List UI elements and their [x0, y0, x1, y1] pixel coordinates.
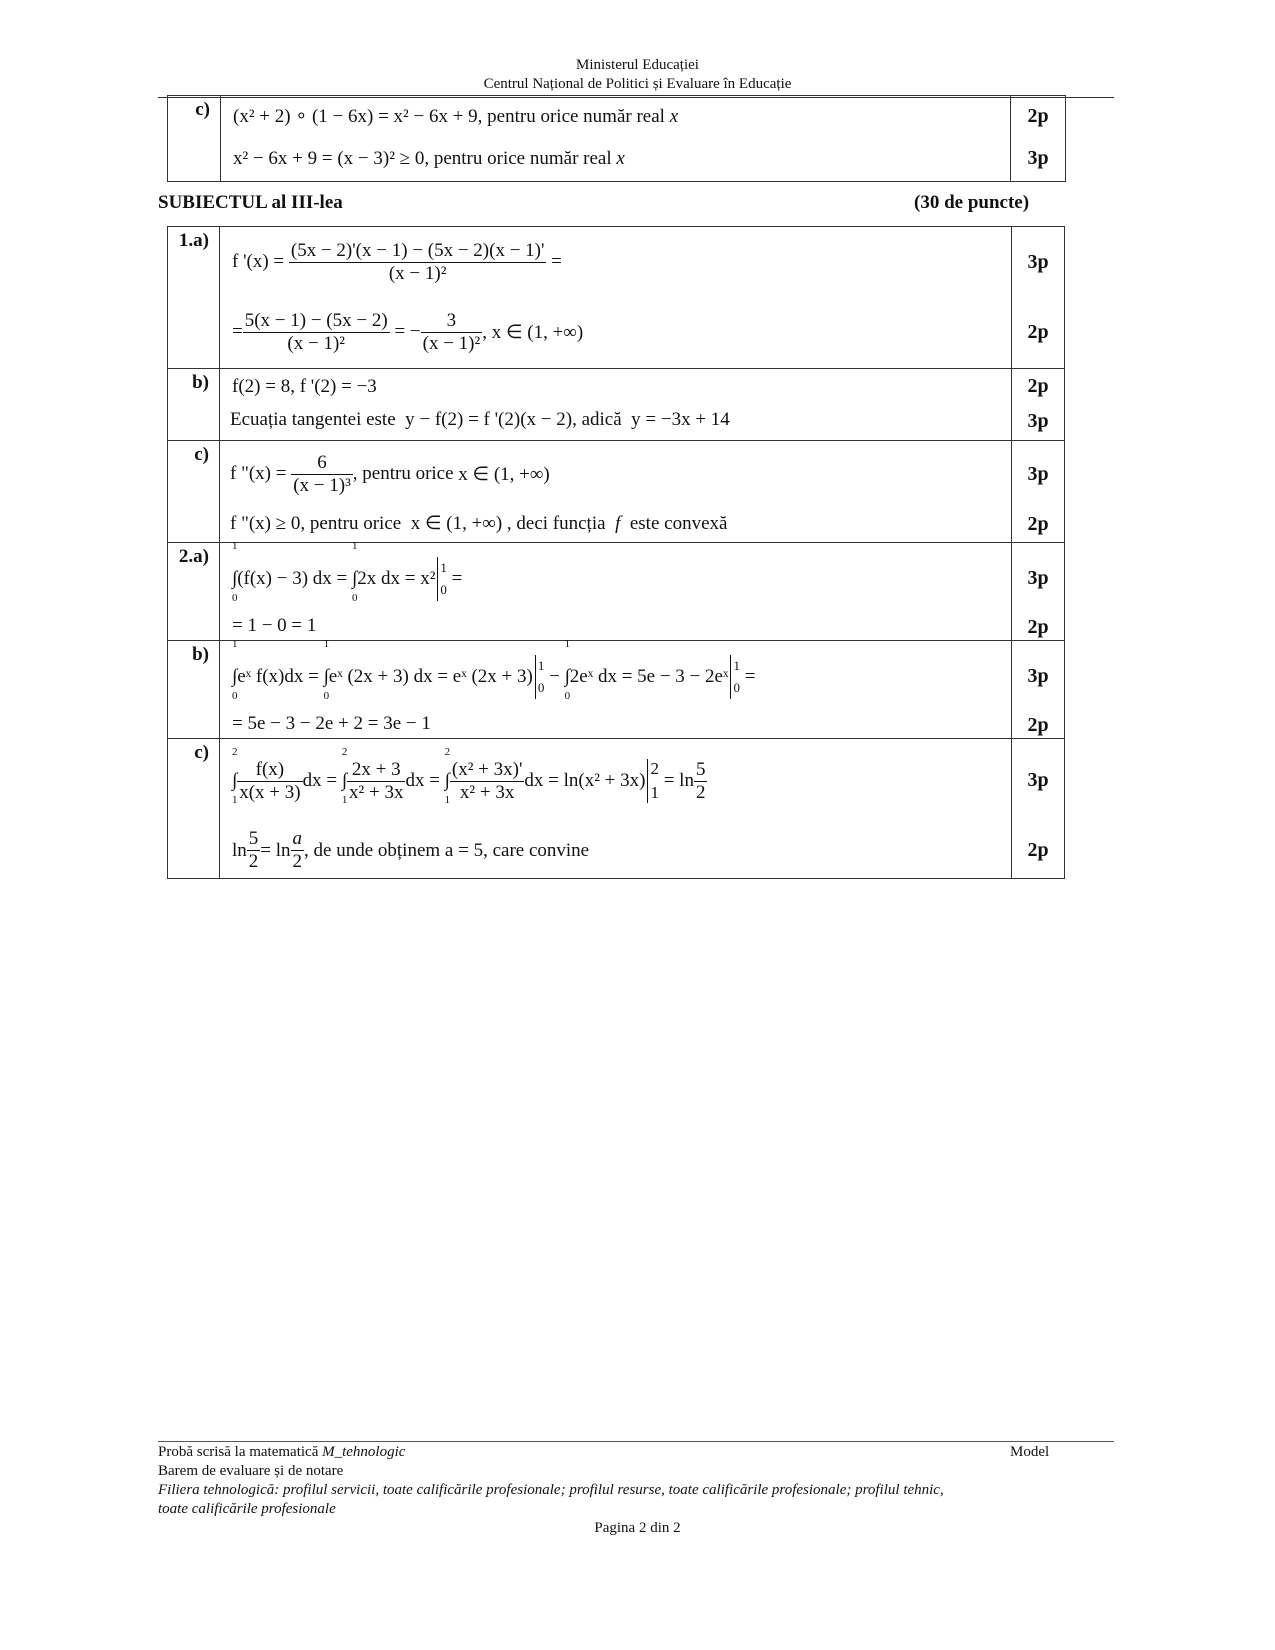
math-expr: = ln	[663, 770, 694, 791]
fraction	[237, 759, 302, 804]
points-cell	[1011, 96, 1066, 182]
answer-line	[220, 739, 1011, 823]
integral	[444, 746, 451, 806]
fraction-numerator: 5	[248, 828, 259, 849]
integral-lower: 0	[323, 690, 330, 702]
page-number: Pagina 2 din 2	[594, 1520, 681, 1536]
footer-filiera: Filiera tehnologică: profilul servicii, toate calificările profesionale; profilul resurse, toate calificările profesionale; profilul tehnic,	[158, 1482, 944, 1498]
integral-lower: 1	[444, 794, 451, 806]
eval-lower: 0	[733, 680, 740, 695]
evaluation-limits	[440, 557, 447, 601]
points-cell	[1012, 369, 1065, 441]
item-label: b)	[168, 641, 220, 739]
math-expr: ∫eˣ (2x + 3) dx = eˣ (2x + 3)	[323, 666, 533, 687]
math-expr: =	[232, 321, 243, 342]
integral-upper: 1	[232, 638, 238, 650]
answer-cell	[220, 739, 1012, 879]
integral-lower: 0	[352, 592, 358, 604]
math-expr: =	[551, 251, 562, 272]
answer-text: , adică	[572, 409, 622, 430]
section-title: SUBIECTUL al III-lea	[158, 192, 343, 213]
answer-line	[220, 441, 1011, 507]
answer-line	[221, 139, 1010, 181]
footer-exam-title	[158, 1444, 405, 1461]
answer-text: , care convine	[483, 839, 590, 861]
math-expr: −	[549, 666, 560, 687]
integral-sign: ∫	[232, 770, 238, 791]
math-expr: x ∈ (1, +∞)	[458, 463, 550, 485]
points-value: 2p	[1027, 513, 1049, 535]
fraction-denominator: x(x + 3)	[239, 781, 301, 803]
item-row-2c	[168, 739, 1065, 879]
points-cell	[1012, 227, 1065, 369]
fraction-numerator: 5(x − 1) − (5x − 2)	[244, 309, 388, 331]
integral	[564, 638, 729, 702]
footer-barem: Barem de evaluare și de notare	[158, 1463, 344, 1479]
answer-line	[221, 96, 1010, 139]
points-cell	[1012, 739, 1065, 879]
fraction	[291, 452, 353, 497]
math-expr: =	[451, 568, 463, 589]
footer-divider	[158, 1441, 1114, 1442]
item-row-1a	[168, 227, 1065, 369]
eval-lower: 1	[650, 783, 659, 802]
integral-upper: 2	[341, 746, 348, 758]
footer-filiera-cont: toate calificările profesionale	[158, 1501, 336, 1517]
answer-line	[220, 404, 1011, 440]
math-expr: = −	[394, 321, 421, 342]
answer-line	[220, 823, 1011, 878]
eval-upper: 1	[440, 560, 447, 575]
fraction-numerator: f(x)	[237, 759, 302, 782]
fraction-numerator: 3	[421, 310, 483, 333]
points-value: 3p	[1027, 410, 1049, 432]
math-var: x	[669, 106, 679, 127]
integral-upper: 1	[323, 638, 330, 650]
fraction-numerator: a	[292, 828, 303, 849]
fraction	[347, 759, 405, 804]
math-expr: x² − 6x + 9 = (x − 3)² ≥ 0	[233, 148, 425, 169]
points-value: 3p	[1027, 665, 1049, 687]
item-row-1c	[168, 441, 1065, 543]
fraction	[247, 828, 261, 873]
item-label: 1.a)	[168, 227, 220, 369]
math-expr: dx =	[405, 770, 440, 791]
math-expr: x ∈ (1, +∞)	[410, 513, 503, 534]
fraction	[450, 759, 525, 804]
answer-cell	[220, 540, 1012, 641]
fraction-denominator: (x − 1)²	[287, 332, 345, 354]
integral	[232, 638, 319, 702]
item-label: c)	[168, 96, 221, 182]
item-label: b)	[168, 369, 220, 441]
integral-upper: 1	[352, 540, 358, 552]
eval-upper: 2	[650, 759, 659, 778]
item-row-2a	[168, 543, 1065, 641]
fraction-numerator: 2x + 3	[347, 759, 405, 782]
header-center: Centrul Național de Politici și Evaluare în Educație	[483, 76, 792, 92]
math-expr: ∫2x dx = x²	[352, 568, 436, 589]
answer-text: , pentru orice	[300, 513, 402, 534]
points-value: 2p	[1027, 616, 1049, 638]
eval-upper: 1	[733, 658, 740, 673]
item-row-1b	[168, 369, 1065, 441]
math-expr: = 1 − 0 = 1	[232, 615, 317, 636]
evaluation-bar	[730, 655, 731, 699]
fraction-denominator: (x − 1)²	[388, 262, 447, 284]
answer-text: , pentru orice număr real	[424, 148, 612, 169]
answer-text: este convexă	[629, 513, 728, 534]
fraction-denominator: (x − 1)²	[422, 332, 481, 354]
fraction-denominator: 2	[292, 851, 303, 872]
answer-cell	[221, 96, 1011, 182]
fraction	[289, 240, 547, 285]
points-cell	[1012, 441, 1065, 543]
top-table	[167, 95, 1066, 182]
integral-lower: 0	[232, 690, 238, 702]
integral	[323, 638, 533, 702]
fraction	[243, 310, 390, 355]
answer-line	[220, 369, 1011, 404]
answer-line	[220, 227, 1011, 297]
integral	[232, 540, 348, 604]
math-expr: f "(x) ≥ 0	[230, 513, 301, 534]
answer-cell	[220, 441, 1012, 543]
fraction-denominator: (x − 1)³	[293, 474, 351, 496]
math-expr: ∫(f(x) − 3) dx =	[232, 568, 348, 589]
integral-sign: ∫	[341, 770, 348, 791]
answer-text: , pentru orice	[352, 463, 454, 484]
footer-subject: M_tehnologic	[322, 1444, 406, 1460]
math-expr: y − f(2) = f '(2)(x − 2)	[405, 409, 573, 430]
evaluation-bar	[437, 557, 438, 601]
eval-lower: 0	[537, 680, 545, 695]
math-expr: dx = ln(x² + 3x)	[524, 770, 646, 791]
answer-line	[220, 507, 1011, 542]
fraction	[291, 828, 305, 873]
answer-cell	[220, 369, 1012, 441]
answer-text: , deci funcția	[506, 513, 606, 534]
math-var: f	[615, 513, 621, 534]
fraction-numerator: 6	[291, 452, 353, 475]
integral-lower: 1	[232, 794, 238, 806]
footer-text: Probă scrisă la matematică	[158, 1444, 319, 1460]
points-value: 2p	[1027, 321, 1049, 343]
item-label: 2.a)	[168, 543, 220, 641]
evaluation-limits	[538, 655, 545, 699]
math-expr: f '(x) =	[232, 251, 285, 272]
integral	[232, 746, 238, 806]
integral-lower: 0	[564, 690, 571, 702]
evaluation-bar	[647, 759, 648, 803]
math-expr: =	[744, 666, 756, 687]
integral-lower: 1	[341, 794, 348, 806]
points-value: 3p	[1027, 251, 1049, 273]
answer-line	[220, 615, 1011, 640]
math-expr: = 5e − 3 − 2e + 2 = 3e − 1	[232, 713, 431, 734]
answer-text: , de unde obținem	[304, 839, 441, 861]
fraction-denominator: x² + 3x	[459, 781, 515, 803]
points-value: 2p	[1027, 375, 1049, 397]
points-cell	[1012, 641, 1065, 739]
eval-lower: 0	[440, 582, 447, 597]
integral-upper: 2	[232, 746, 238, 758]
answer-line	[220, 540, 1011, 615]
points-value: 2p	[1027, 105, 1049, 127]
integral-lower: 0	[232, 592, 238, 604]
math-expr: , x ∈ (1, +∞)	[482, 321, 584, 343]
math-expr: f "(x) =	[230, 463, 287, 484]
math-expr: = ln	[260, 839, 291, 861]
integral-sign: ∫	[444, 770, 450, 791]
answer-text: , pentru orice număr real	[477, 106, 665, 127]
math-expr: (x² + 2) ∘ (1 − 6x) = x² − 6x + 9	[233, 106, 478, 127]
integral-upper: 1	[232, 540, 238, 552]
subject-iii-table	[167, 226, 1065, 879]
points-cell	[1012, 543, 1065, 641]
evaluation-limits	[733, 655, 740, 699]
footer-model: Model	[1010, 1444, 1050, 1460]
integral	[352, 540, 436, 604]
answer-cell	[220, 227, 1012, 369]
fraction-numerator: (x² + 3x)'	[451, 758, 523, 780]
evaluation-bar	[535, 655, 536, 699]
fraction	[421, 310, 483, 355]
points-value: 3p	[1027, 769, 1049, 791]
fraction-denominator: 2	[695, 781, 706, 803]
section-points: (30 de puncte)	[914, 192, 1030, 213]
points-value: 3p	[1027, 463, 1049, 485]
item-label: c)	[168, 739, 220, 879]
math-expr: ∫eˣ f(x)dx =	[232, 666, 319, 687]
header-ministry: Ministerul Educației	[576, 57, 699, 73]
item-row-2b	[168, 641, 1065, 739]
math-expr: ln	[232, 839, 247, 861]
fraction-numerator: 5	[695, 758, 706, 780]
math-var: x	[616, 148, 625, 169]
evaluation-limits	[650, 757, 659, 805]
eval-upper: 1	[537, 658, 545, 673]
points-value: 3p	[1027, 567, 1049, 589]
integral	[341, 746, 348, 806]
math-expr: dx =	[302, 770, 338, 791]
fraction-denominator: x² + 3x	[349, 781, 404, 803]
math-expr: y = −3x + 14	[631, 409, 730, 430]
answer-text: Ecuația tangentei este	[230, 409, 396, 430]
integral-upper: 1	[564, 638, 571, 650]
item-label: c)	[168, 441, 220, 543]
fraction-denominator: 2	[248, 851, 259, 872]
points-value: 2p	[1027, 714, 1049, 736]
math-expr: ∫2eˣ dx = 5e − 3 − 2eˣ	[564, 666, 729, 687]
integral-upper: 2	[444, 746, 451, 758]
fraction-numerator: (5x − 2)'(x − 1) − (5x − 2)(x − 1)'	[290, 239, 545, 261]
fraction	[694, 759, 708, 804]
math-expr: f(2) = 8, f '(2) = −3	[232, 376, 377, 397]
answer-line	[220, 297, 1011, 367]
answer-cell	[220, 638, 1012, 739]
math-expr: a = 5	[444, 839, 484, 861]
points-value: 2p	[1027, 839, 1049, 861]
points-value: 3p	[1027, 147, 1049, 169]
answer-line	[220, 638, 1011, 713]
answer-line	[220, 713, 1011, 738]
